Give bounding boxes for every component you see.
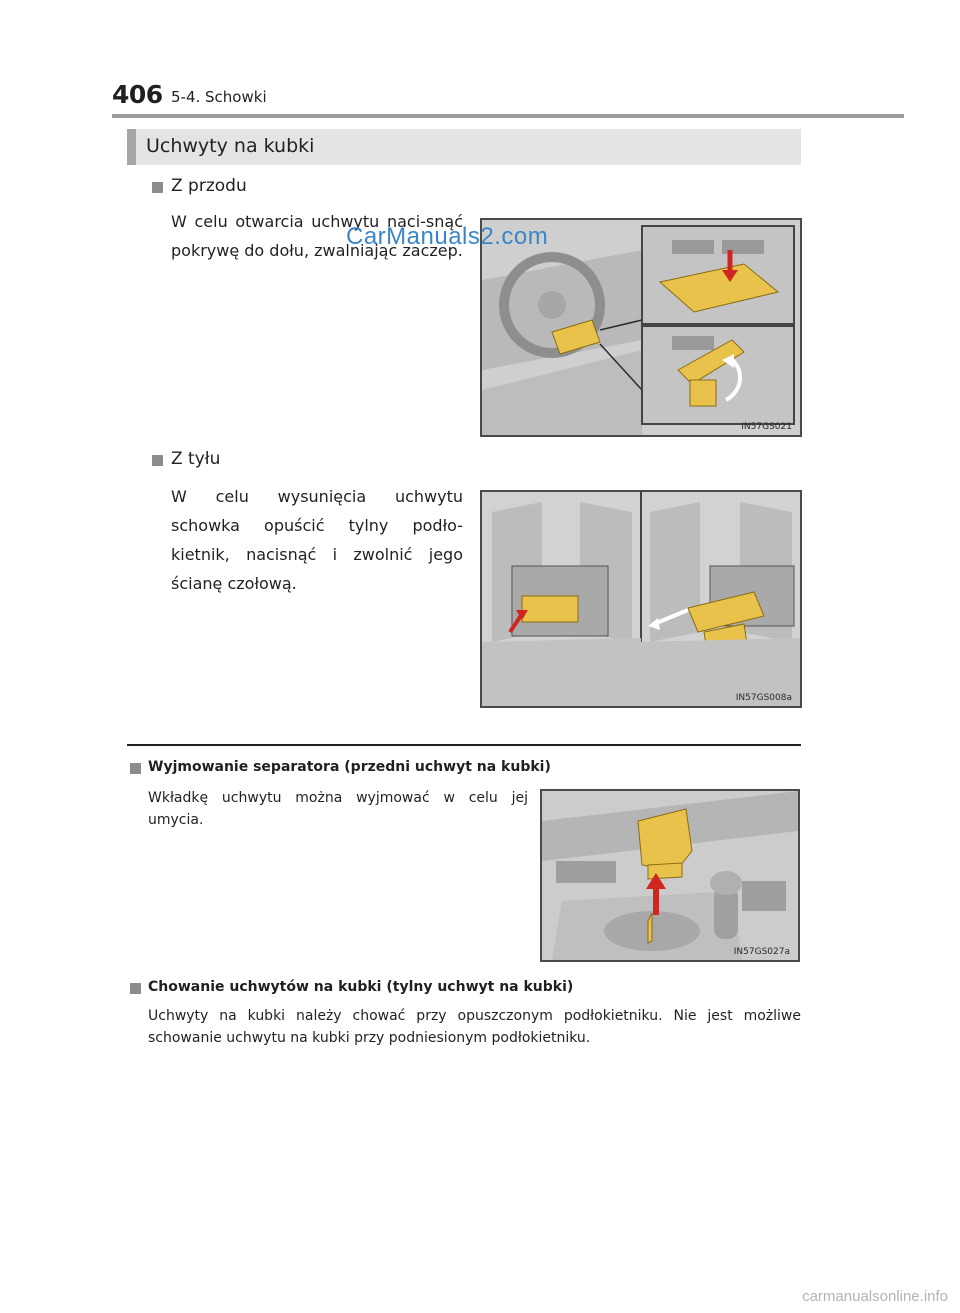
front-text: W celu otwarcia uchwytu naci-snąć pokrywę do dołu, zwalniając zaczep.: [171, 212, 463, 260]
section-divider: [127, 744, 801, 746]
page-number: 406: [112, 80, 163, 109]
rear-image-code: IN57GS008a: [735, 693, 792, 703]
rear-heading: Z tyłu: [171, 449, 221, 469]
square-bullet-icon: [130, 763, 141, 774]
separator-removal-drawing: [542, 791, 798, 960]
rear-text: W celu wysunięcia uchwytu schowka opuścić tylny podło-kietnik, nacisnąć i zwolnić jego ścianę czołową.: [171, 487, 463, 593]
note2-text: Uchwyty na kubki należy chować przy opuszczonym podłokietniku. Nie jest możliwe schowanie uchwytu na kubki przy podniesionym podłokietniku.: [148, 1008, 801, 1046]
front-heading: Z przodu: [171, 176, 247, 196]
square-bullet-icon: [152, 455, 163, 466]
section-title: Uchwyty na kubki: [146, 135, 315, 157]
separator-removal-illustration: [540, 789, 800, 962]
rear-cupholder-illustration: [480, 490, 802, 708]
header-rule: [112, 114, 904, 118]
watermark: CarManuals2.com: [346, 223, 549, 250]
square-bullet-icon: [130, 983, 141, 994]
section-title-bar: [127, 129, 801, 165]
note1-text: Wkładkę uchwytu można wyjmować w celu jej umycia.: [148, 790, 528, 828]
note1-heading: Wyjmowanie separatora (przedni uchwyt na kubki): [148, 759, 551, 775]
front-image-code: IN57GS021: [741, 422, 792, 432]
square-bullet-icon: [152, 182, 163, 193]
section-label: 5-4. Schowki: [171, 88, 267, 106]
front-cupholder-drawing: [482, 220, 800, 435]
rear-cupholder-drawing: [482, 492, 800, 706]
note1-image-code: IN57GS027a: [733, 947, 790, 957]
note2-heading: Chowanie uchwytów na kubki (tylny uchwyt na kubki): [148, 979, 574, 995]
footer-watermark: carmanualsonline.info: [802, 1288, 948, 1305]
